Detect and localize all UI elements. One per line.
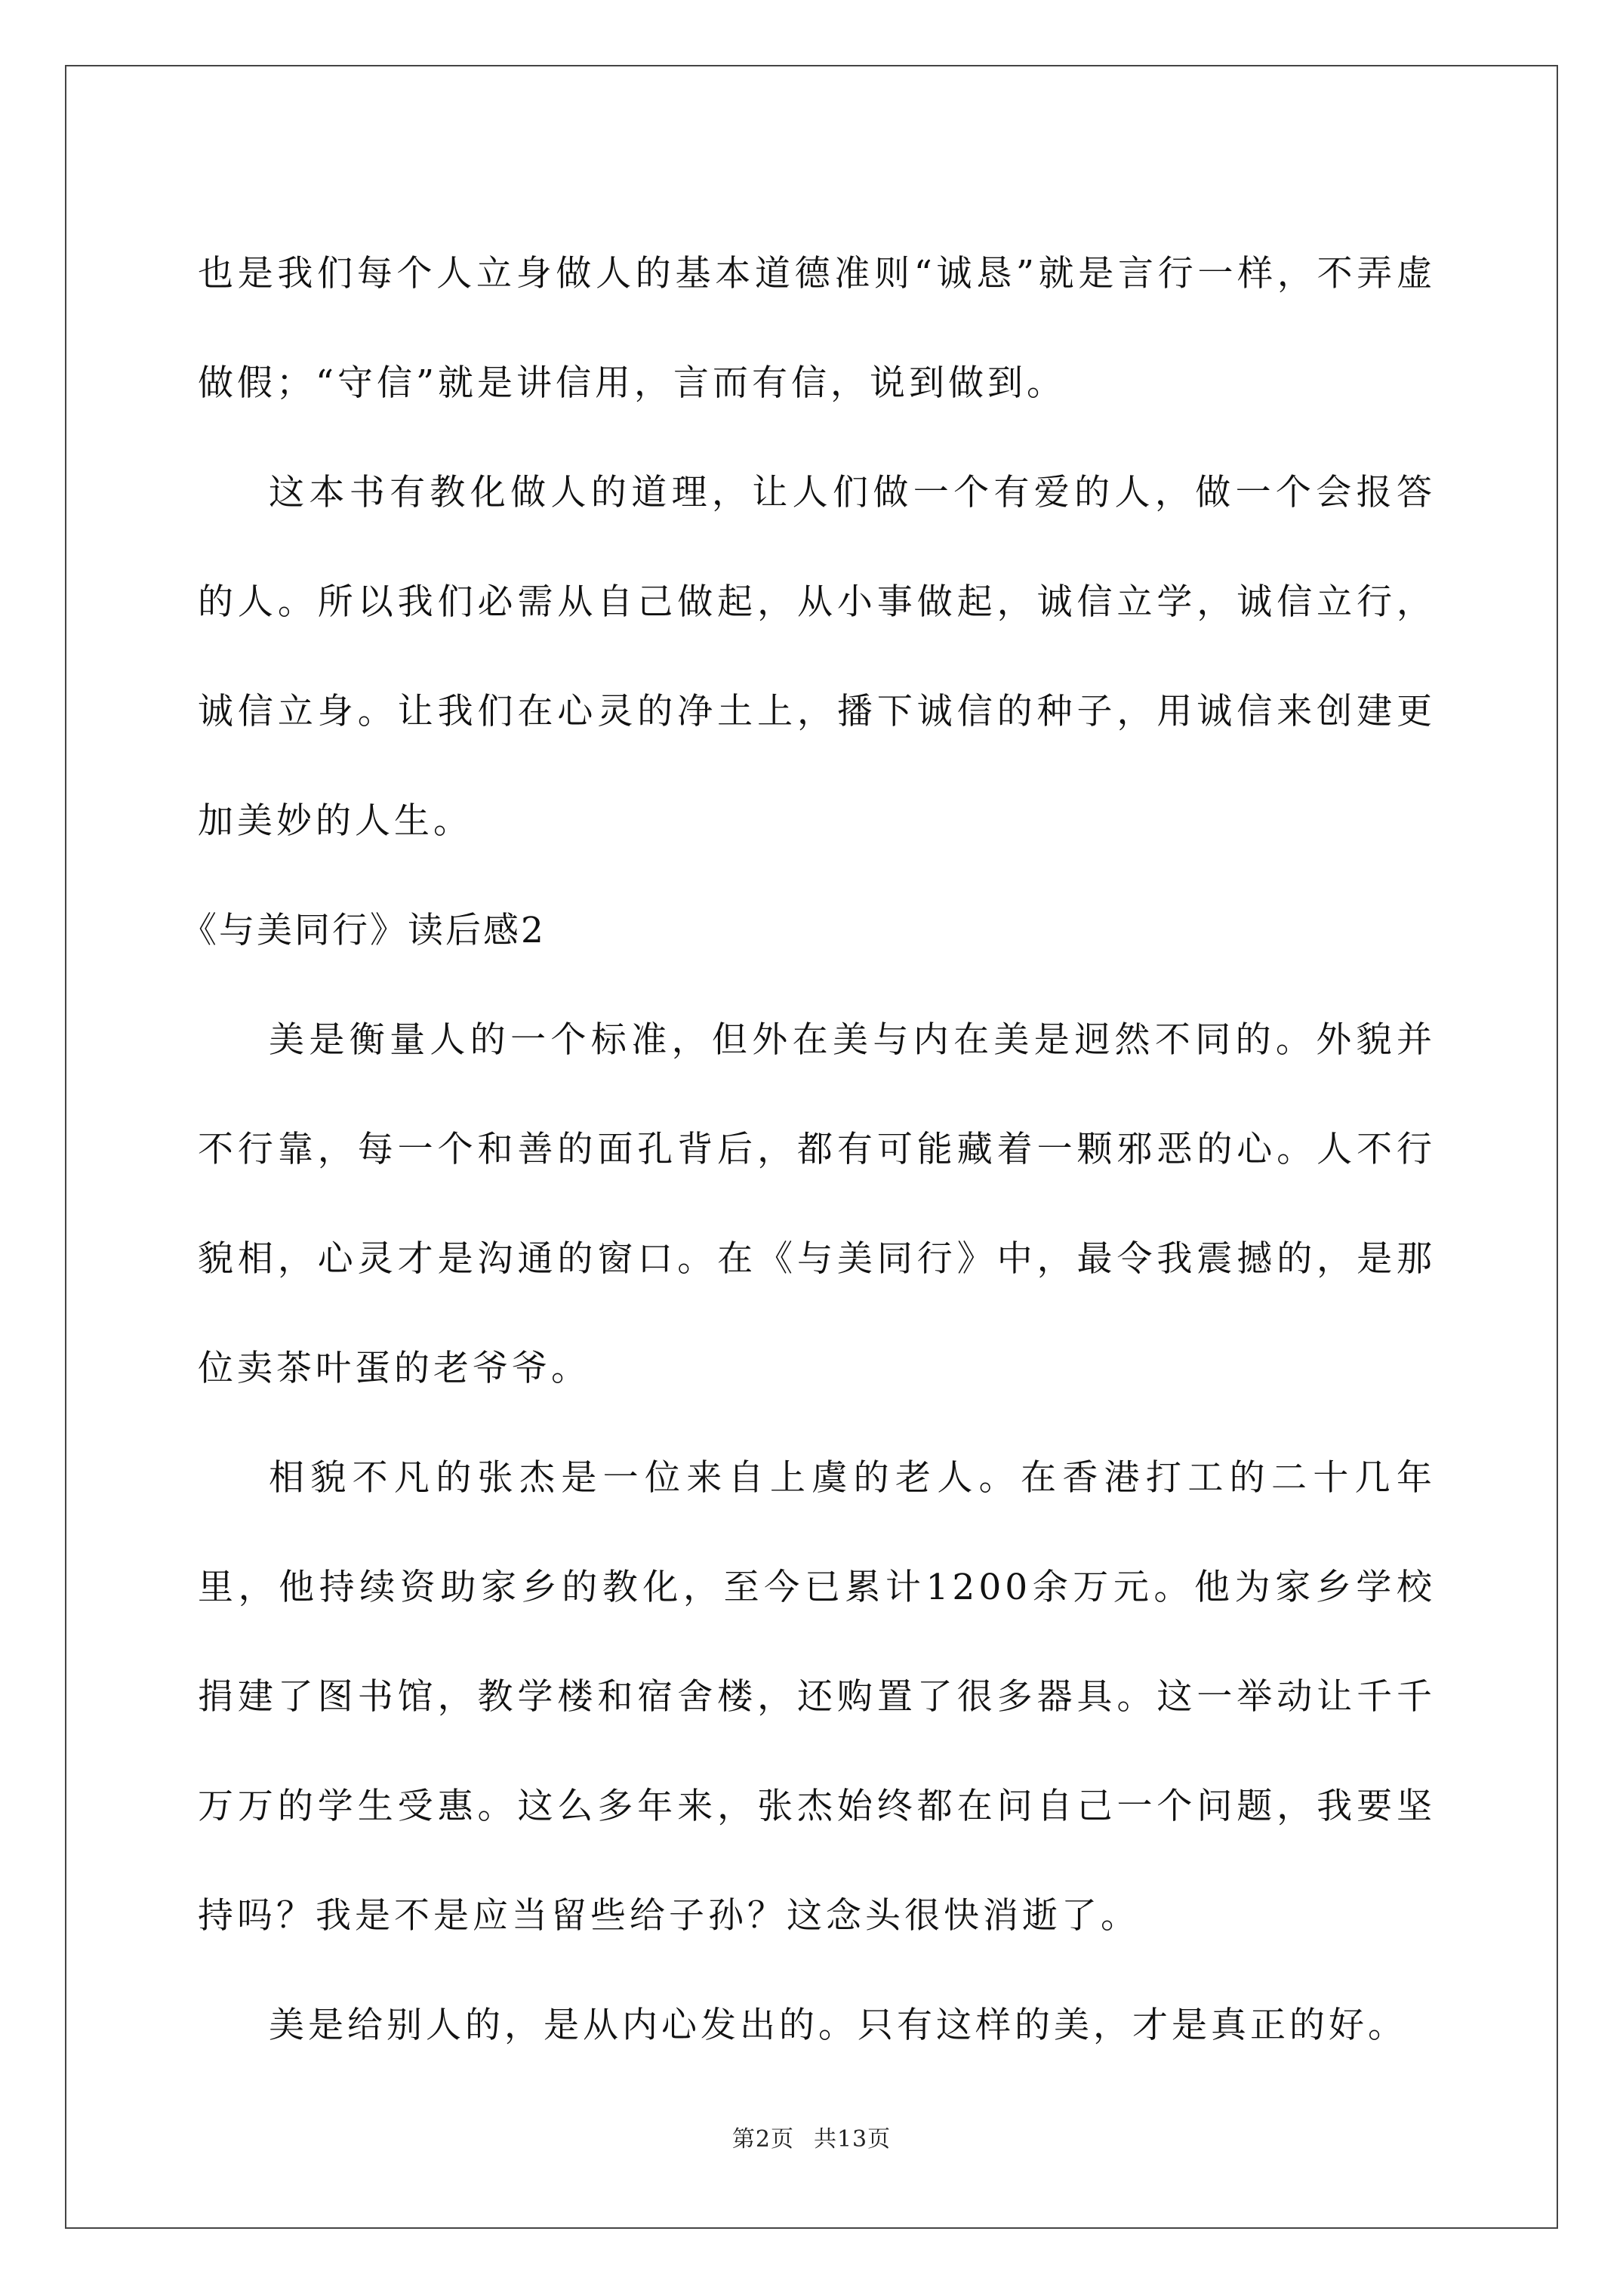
paragraph: 美是衡量人的一个标准，但外在美与内在美是迥然不同的。外貌并不行靠，每一个和善的面孔背后，都有可能藏着一颗邪恶的心。人不行貌相，心灵才是沟通的窗口。在《与美同行》中，最令我震撼的，是那位卖茶叶蛋的老爷爷。 (198, 1019, 1436, 1389)
document-body (181, 219, 1436, 2080)
section-heading: 《与美同行》读后感2 (181, 910, 546, 951)
page-total: 共13页 (813, 2126, 892, 2153)
paragraph: 相貌不凡的张杰是一位来自上虞的老人。在香港打工的二十几年里，他持续资助家乡的教化，至今已累计1200余万元。他为家乡学校捐建了图书馆，教学楼和宿舍楼，还购置了很多器具。这一举动让千千万万的学生受惠。这么多年来，张杰始终都在问自己一个问题，我要坚持吗？我是不是应当留些给子孙？这念头很快消逝了。 (198, 1457, 1436, 1937)
page-footer (0, 2120, 1623, 2153)
paragraph: 这本书有教化做人的道理，让人们做一个有爱的人，做一个会报答的人。所以我们必需从自己做起，从小事做起，诚信立学，诚信立行，诚信立身。让我们在心灵的净土上，播下诚信的种子，用诚信来创建更加美妙的人生。 (198, 472, 1436, 842)
paragraph: 美是给别人的，是从内心发出的。只有这样的美，才是真正的好。 (269, 2005, 1407, 2046)
paragraph-continuation: 也是我们每个人立身做人的基本道德准则“诚恳”就是言行一样，不弄虚做假；“守信”就是讲信用，言而有信，说到做到。 (198, 253, 1436, 404)
page-number: 第2页 (731, 2126, 794, 2153)
